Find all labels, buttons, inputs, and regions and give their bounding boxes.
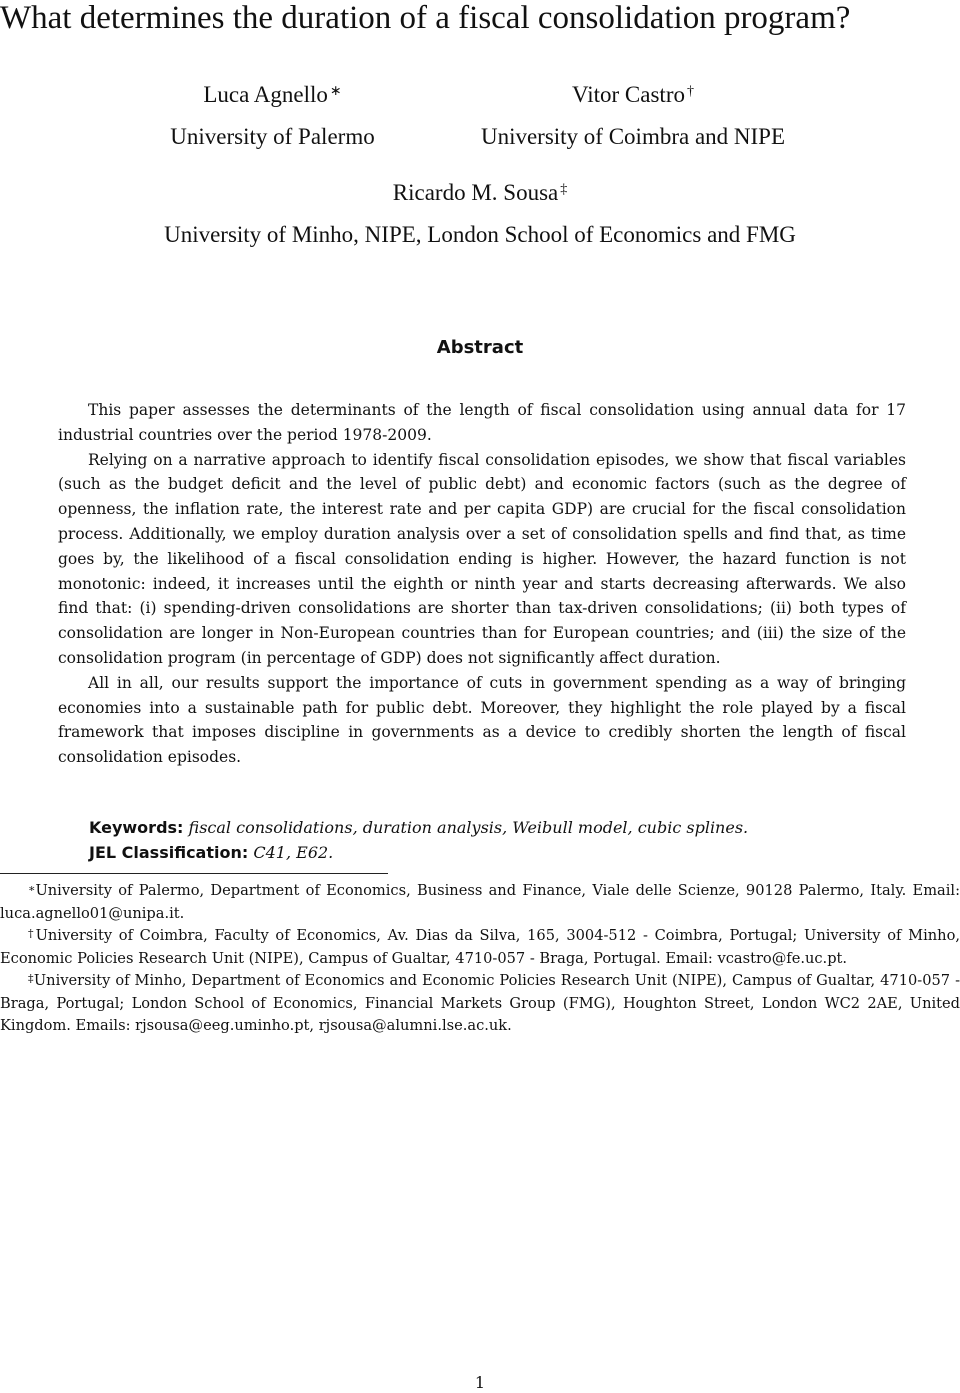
- jel-value: C41, E62.: [253, 843, 334, 862]
- author-block-castro: [448, 80, 818, 152]
- footnote-rule: [0, 873, 388, 874]
- keywords-label: Keywords:: [89, 818, 184, 837]
- page-number: 1: [474, 1373, 486, 1392]
- author-name: Vitor Castro †: [572, 82, 694, 107]
- footnotes: [0, 880, 960, 1038]
- author-name: Luca Agnello ∗: [203, 82, 342, 107]
- author-affiliation: University of Coimbra and NIPE: [480, 124, 786, 149]
- footnote: ‡University of Minho, Department of Economics and Economic Policies Research Unit (NIPE), Campus of Gualtar, 4710-057 - Braga, Portugal; London School of Economics, Financial Markets Group (FMG), Houghton Street, London WC2 2AE, United Kingdom. Emails: rjsousa@eeg.uminho.pt, rjsousa@alumni.lse.ac.uk.: [0, 972, 960, 1034]
- author-affiliation: University of Minho, NIPE, London School of Economics and FMG: [164, 222, 796, 247]
- footnote: †University of Coimbra, Faculty of Economics, Av. Dias da Silva, 165, 3004-512 - Coimbra, Portugal; University of Minho, Economic Policies Research Unit (NIPE), Campus of Gualtar, 4710-057 - Braga, Portugal. Email: vcastro@fe.uc.pt.: [0, 927, 960, 967]
- keywords-block: [89, 815, 889, 865]
- abstract-heading: Abstract: [436, 337, 524, 358]
- jel-label: JEL Classification:: [89, 843, 249, 862]
- abstract-paragraph: This paper assesses the determinants of the length of fiscal consolidation using annual data for 17 industrial countries over the period 1978-2009.: [58, 401, 906, 444]
- keywords-value: fiscal consolidations, duration analysis, Weibull model, cubic splines.: [188, 818, 749, 837]
- abstract-paragraph: Relying on a narrative approach to identify fiscal consolidation episodes, we show that fiscal variables (such as the budget deficit and the level of public debt) and economic factors (such as the degree of openness, the inflation rate, the interest rate and per capita GDP) are crucial for the fiscal consolidation process. Additionally, we employ duration analysis over a set of consolidation spells and find that, as time goes by, the likelihood of a fiscal consolidation ending is higher. However, the hazard function is not monotonic: indeed, it increases until the eighth or ninth year and starts decreasing afterwards. We also find that: (i) spending-driven consolidations are shorter than tax-driven consolidations; (ii) both types of consolidation are longer in Non-European countries than for European countries; and (iii) the size of the consolidation program (in percentage of GDP) does not significantly affect duration.: [58, 450, 906, 667]
- author-name: Ricardo M. Sousa ‡: [392, 180, 568, 205]
- jel-line: [89, 840, 889, 865]
- author-affiliation: University of Palermo: [170, 124, 375, 149]
- abstract-body: [58, 398, 906, 770]
- paper-title: What determines the duration of a fiscal consolidation program?: [0, 0, 851, 36]
- footnote: ∗University of Palermo, Department of Economics, Business and Finance, Viale delle Scienze, 90128 Palermo, Italy. Email: luca.agnello01@unipa.it.: [0, 882, 960, 922]
- keywords-line: [89, 815, 889, 840]
- author-block-sousa: [80, 178, 880, 250]
- abstract-paragraph: All in all, our results support the importance of cuts in government spending as a way of bringing economies into a sustainable path for public debt. Moreover, they highlight the role played by a fiscal framework that imposes discipline in governments as a device to credibly shorten the length of fiscal consolidation episodes.: [58, 673, 906, 767]
- author-block-agnello: [145, 80, 400, 152]
